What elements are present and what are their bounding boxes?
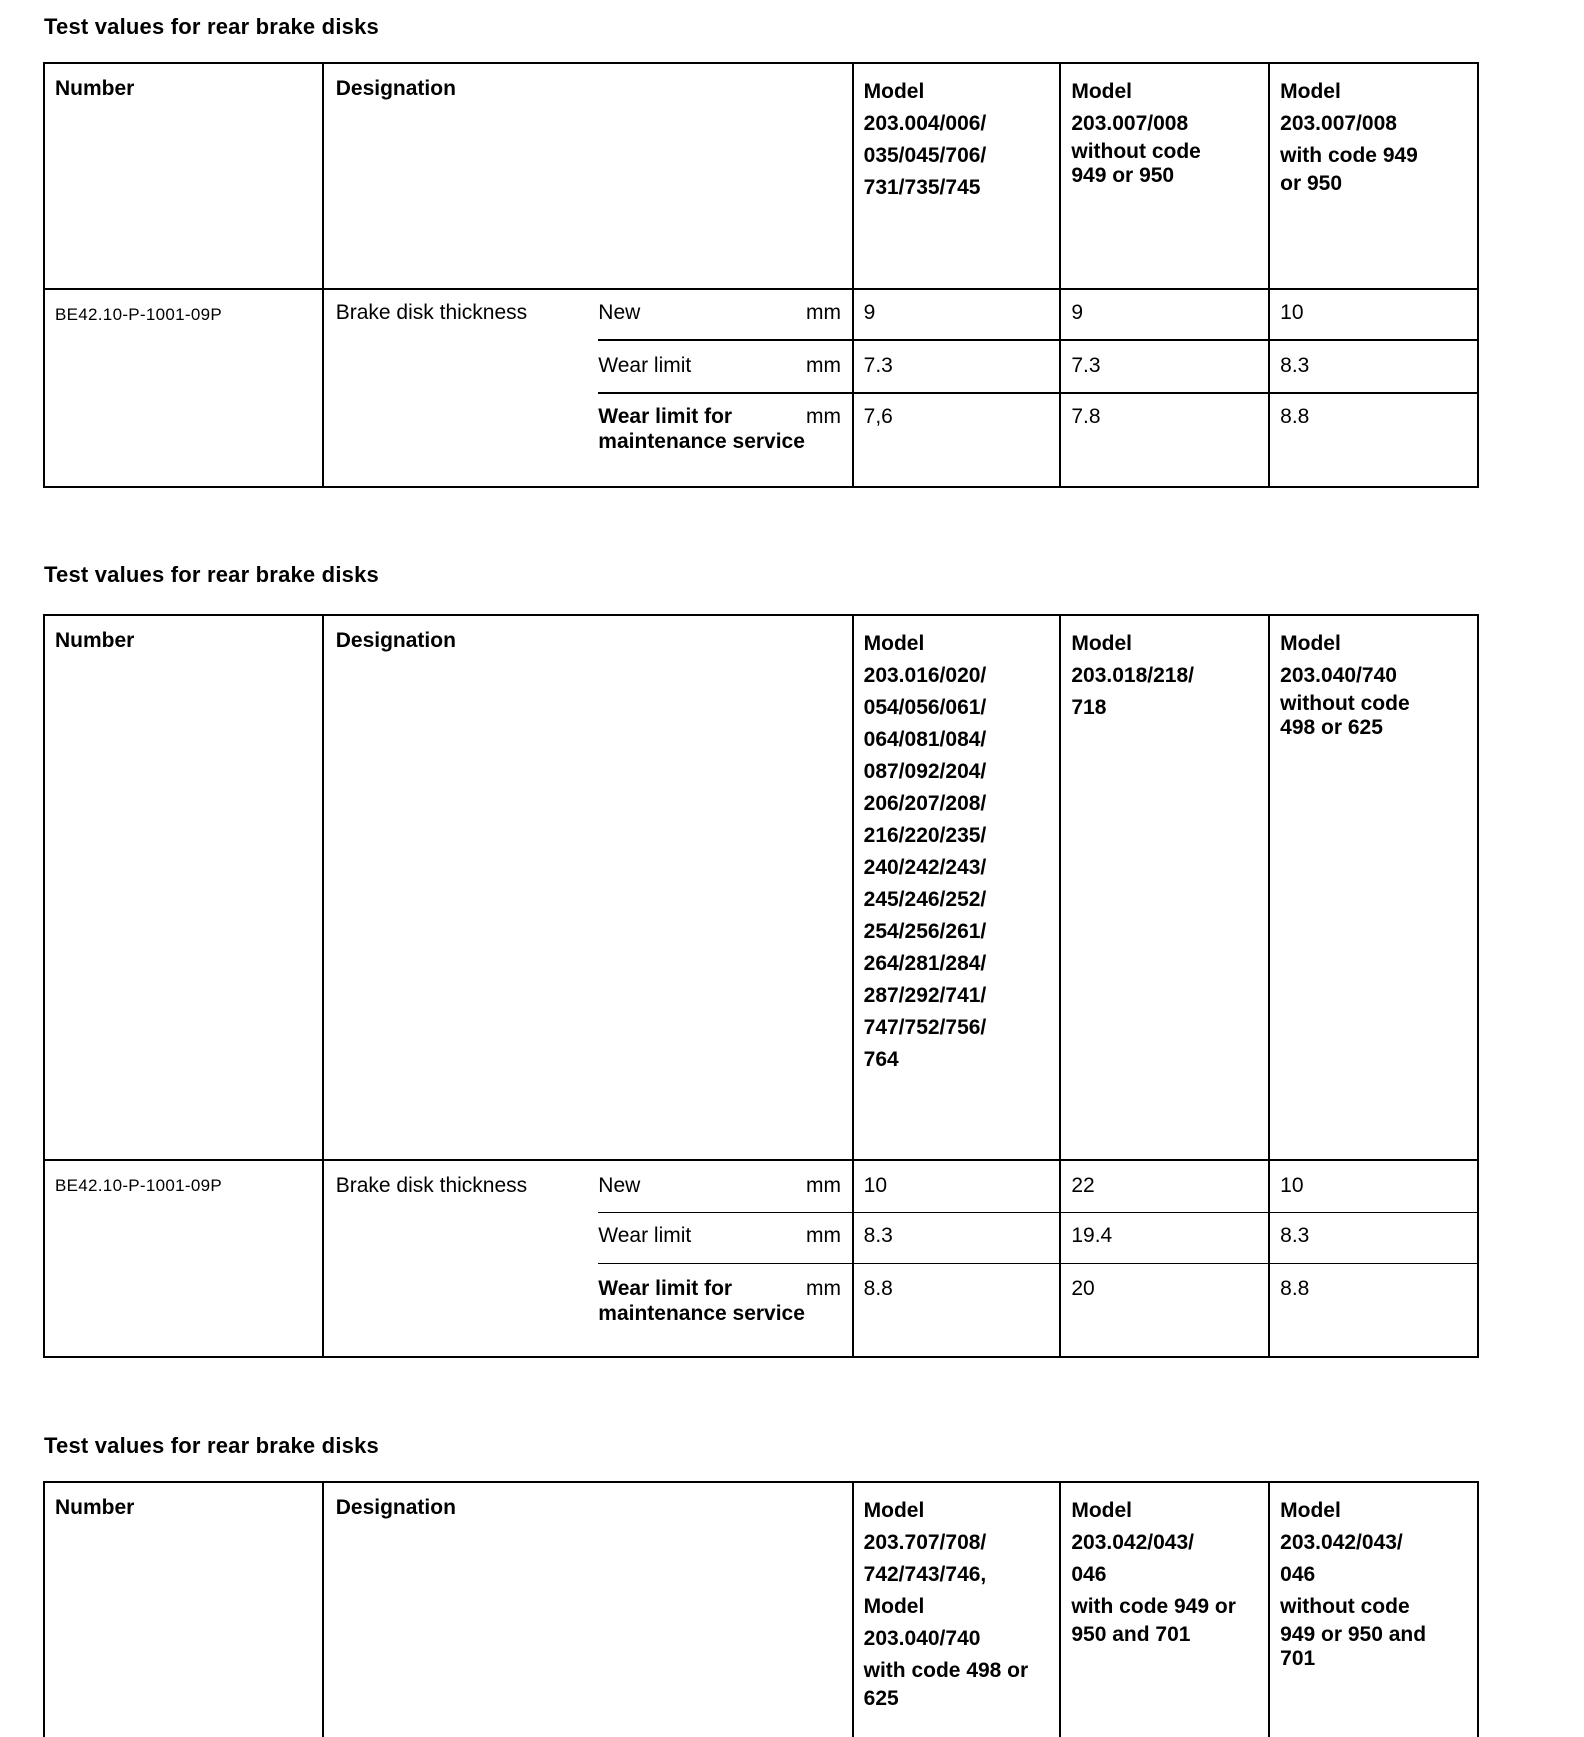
unit-label: mm — [806, 1212, 853, 1263]
model-line: Model — [863, 1595, 925, 1618]
value-cell: 10 — [1269, 1160, 1478, 1212]
row-label-new: New — [598, 1160, 806, 1212]
unit-label: mm — [806, 393, 853, 487]
row-label-wear-limit: Wear limit — [598, 340, 806, 393]
model-line: with code 949 — [1280, 144, 1418, 167]
number-header: Number — [44, 1482, 323, 1737]
unit-label: mm — [806, 340, 853, 393]
model-header-1 — [853, 615, 1061, 1160]
unit-label: mm — [806, 289, 853, 340]
value-cell: 7.3 — [1060, 340, 1269, 393]
model-line: 046 — [1280, 1563, 1316, 1586]
model-header-3 — [1269, 63, 1478, 289]
model-line: 498 or 625 — [1280, 716, 1383, 739]
table-1-title: Test values for rear brake disks — [44, 14, 379, 39]
value-cell: 8.3 — [853, 1212, 1061, 1263]
model-header-3 — [1269, 615, 1478, 1160]
model-line: 216/220/235/ — [863, 824, 987, 847]
model-line: 949 or 950 and — [1280, 1623, 1427, 1646]
model-line: 064/081/084/ — [863, 728, 987, 751]
model-header-2 — [1060, 615, 1269, 1160]
part-number: BE42.10-P-1001-09P — [44, 1160, 323, 1357]
number-header: Number — [44, 63, 323, 289]
model-line: Model — [1071, 1499, 1133, 1522]
model-line: 625 — [863, 1687, 899, 1710]
part-number: BE42.10-P-1001-09P — [44, 289, 323, 487]
model-line: 254/256/261/ — [863, 920, 987, 943]
model-line: 203.040/740 — [1280, 664, 1397, 687]
model-line: 206/207/208/ — [863, 792, 987, 815]
value-cell: 8.3 — [1269, 1212, 1478, 1263]
value-cell: 8.8 — [1269, 1263, 1478, 1357]
model-line: 287/292/741/ — [863, 984, 987, 1007]
model-line: Model — [1280, 1499, 1341, 1522]
value-cell: 19.4 — [1060, 1212, 1269, 1263]
model-line: 701 — [1280, 1647, 1316, 1670]
model-line: 203.004/006/ — [863, 112, 987, 135]
table-3-header-row — [44, 1482, 1478, 1737]
value-cell: 9 — [853, 289, 1061, 340]
model-line: 203.042/043/ — [1071, 1531, 1194, 1554]
model-header-1 — [853, 1482, 1061, 1737]
row-label-maintenance: Wear limit for maintenance service — [598, 1263, 806, 1357]
model-line: Model — [1071, 632, 1133, 655]
unit-label: mm — [806, 1160, 853, 1212]
table-1 — [43, 62, 1479, 488]
unit-label: mm — [806, 1263, 853, 1357]
model-header-3 — [1269, 1482, 1478, 1737]
value-cell: 7,6 — [853, 393, 1061, 487]
model-line: 718 — [1071, 696, 1107, 719]
model-line: without code — [1280, 1595, 1410, 1618]
designation-header: Designation — [323, 1482, 853, 1737]
model-line: 203.040/740 — [863, 1627, 981, 1650]
model-line: 245/246/252/ — [863, 888, 987, 911]
model-line: 203.016/020/ — [863, 664, 987, 687]
row-label-wear-limit: Wear limit — [598, 1212, 806, 1263]
model-line: 731/735/745 — [863, 176, 981, 199]
table-row — [44, 1160, 1478, 1212]
model-line: or 950 — [1280, 172, 1343, 195]
model-header-2 — [1060, 1482, 1269, 1737]
table-3 — [43, 1481, 1479, 1737]
model-line: 747/752/756/ — [863, 1016, 987, 1039]
number-header: Number — [44, 615, 323, 1160]
designation: Brake disk thickness — [323, 289, 599, 487]
value-cell: 8.8 — [853, 1263, 1061, 1357]
model-line: 950 and 701 — [1071, 1623, 1191, 1646]
model-line: 035/045/706/ — [863, 144, 987, 167]
table-row — [44, 289, 1478, 340]
table-2 — [43, 614, 1479, 1358]
model-line: Model — [1071, 80, 1133, 103]
model-header-1 — [853, 63, 1061, 289]
designation-header: Designation — [323, 615, 853, 1160]
model-header-2 — [1060, 63, 1269, 289]
value-cell: 10 — [853, 1160, 1061, 1212]
model-line: 203.007/008 — [1280, 112, 1397, 135]
value-cell: 10 — [1269, 289, 1478, 340]
model-line: Model — [863, 632, 925, 655]
value-cell: 8.8 — [1269, 393, 1478, 487]
table-2-title: Test values for rear brake disks — [44, 562, 379, 587]
model-line: 264/281/284/ — [863, 952, 987, 975]
model-line: 742/743/746, — [863, 1563, 987, 1586]
model-line: 240/242/243/ — [863, 856, 987, 879]
model-line: without code — [1280, 692, 1410, 715]
model-line: 203.707/708/ — [863, 1531, 987, 1554]
model-line: with code 498 or — [863, 1659, 1029, 1682]
model-line: 046 — [1071, 1563, 1107, 1586]
model-line: 949 or 950 — [1071, 164, 1175, 187]
table-1-header-row — [44, 63, 1478, 289]
model-line: 203.007/008 — [1071, 112, 1189, 135]
model-line: 764 — [863, 1048, 899, 1071]
designation: Brake disk thickness — [323, 1160, 599, 1357]
model-line: without code — [1071, 140, 1201, 163]
model-line: 054/056/061/ — [863, 696, 987, 719]
table-2-header-row — [44, 615, 1478, 1160]
model-line: with code 949 or — [1071, 1595, 1236, 1618]
value-cell: 8.3 — [1269, 340, 1478, 393]
model-line: 203.042/043/ — [1280, 1531, 1403, 1554]
table-3-title: Test values for rear brake disks — [44, 1433, 379, 1458]
model-line: Model — [863, 1499, 925, 1522]
model-line: Model — [1280, 632, 1341, 655]
model-line: 203.018/218/ — [1071, 664, 1194, 687]
value-cell: 7.8 — [1060, 393, 1269, 487]
value-cell: 20 — [1060, 1263, 1269, 1357]
value-cell: 9 — [1060, 289, 1269, 340]
row-label-new: New — [598, 289, 806, 340]
model-line: Model — [1280, 80, 1341, 103]
model-line: Model — [863, 80, 925, 103]
value-cell: 22 — [1060, 1160, 1269, 1212]
row-label-maintenance: Wear limit for maintenance service — [598, 393, 806, 487]
designation-header: Designation — [323, 63, 853, 289]
value-cell: 7.3 — [853, 340, 1061, 393]
model-line: 087/092/204/ — [863, 760, 987, 783]
